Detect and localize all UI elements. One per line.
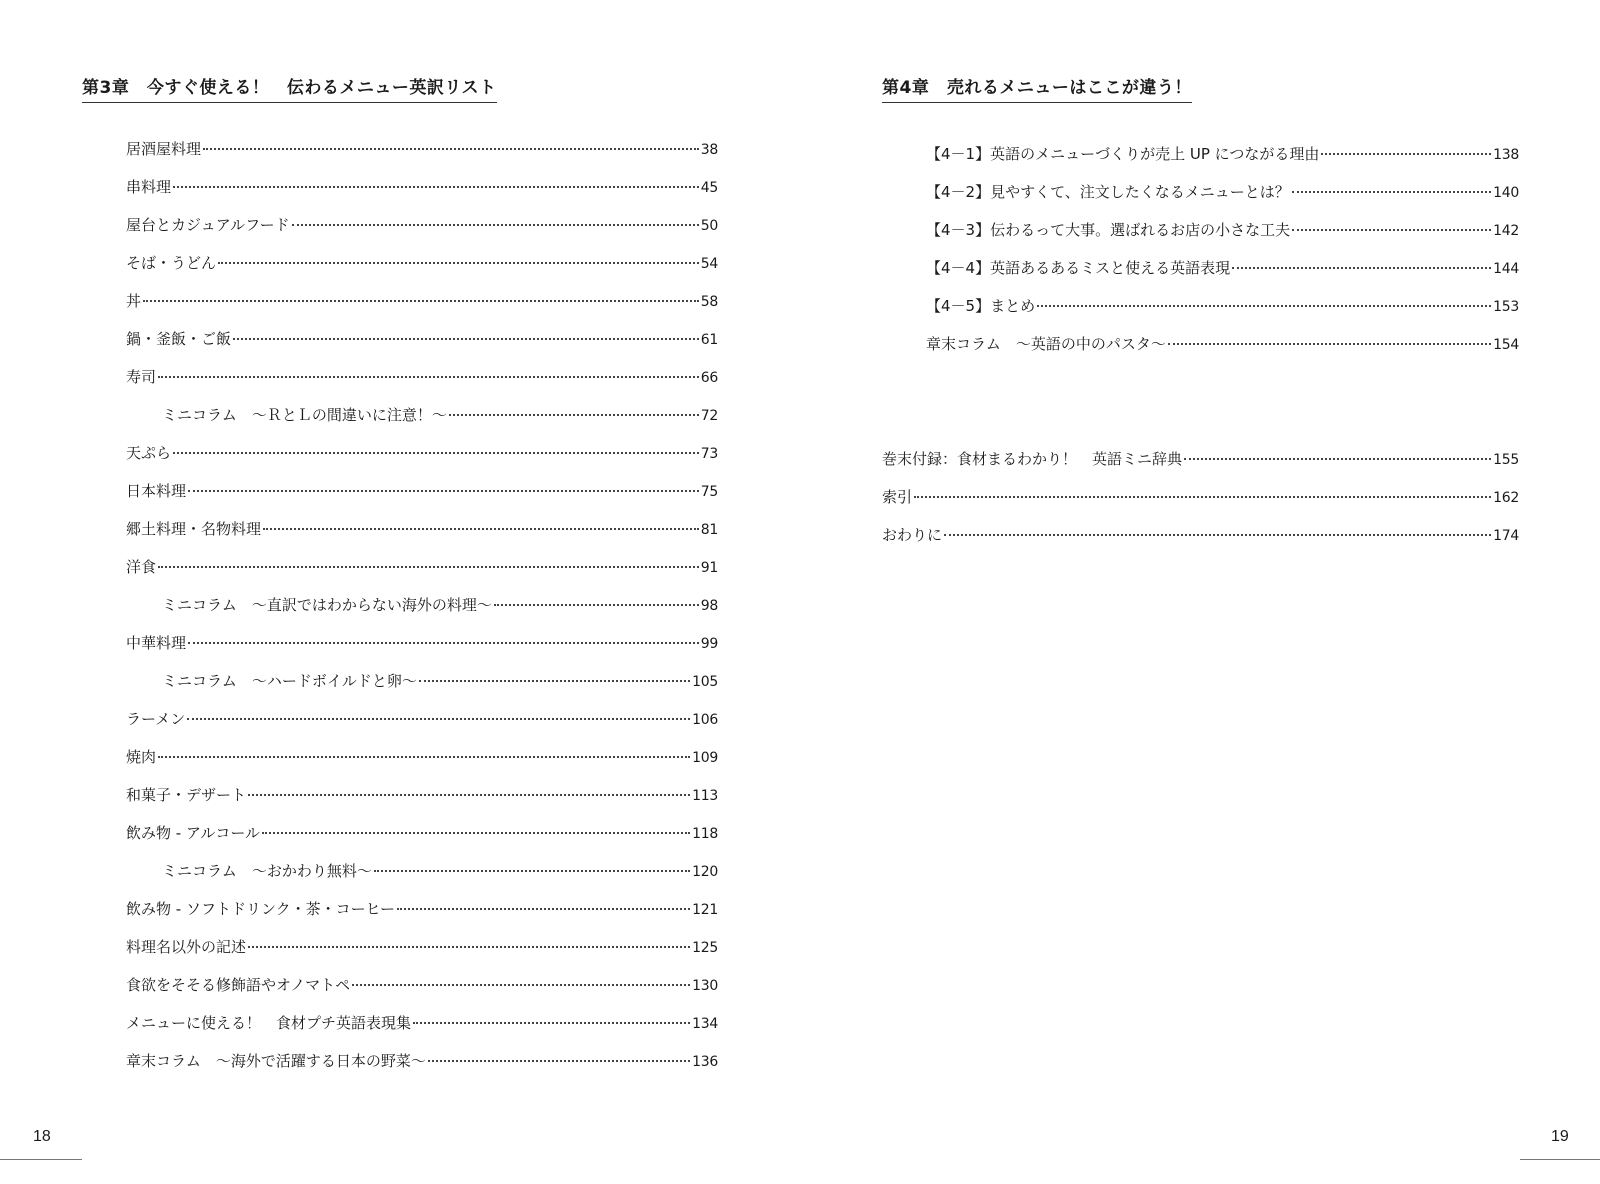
toc-entry-title: おわりに (882, 526, 943, 544)
dot-leader (494, 604, 699, 606)
toc-entry-title: ミニコラム ～ＲとＬの間違いに注意！～ (162, 406, 447, 424)
toc-entry-page: 81 (700, 522, 718, 538)
right-footer-rule (1520, 1159, 1600, 1160)
dot-leader (233, 338, 699, 340)
toc-entry-title: ラーメン (126, 710, 186, 728)
toc-entry (126, 442, 718, 480)
dot-leader (914, 496, 1491, 498)
toc-entry (126, 708, 718, 746)
dot-leader (1232, 267, 1491, 269)
toc-entry (126, 214, 718, 252)
toc-entry-page: 113 (692, 788, 718, 804)
toc-entry-title: 料理名以外の記述 (126, 938, 247, 956)
dot-leader (158, 376, 699, 378)
toc-entry-page: 50 (700, 218, 718, 234)
toc-entry (926, 257, 1519, 295)
toc-entry-title: 索引 (882, 488, 913, 506)
toc-entry-title: ミニコラム ～おかわり無料～ (162, 862, 372, 880)
toc-entry (126, 252, 718, 290)
dot-leader (449, 414, 699, 416)
dot-leader (248, 946, 690, 948)
toc-entry-title: 巻末付録：食材まるわかり！ 英語ミニ辞典 (882, 450, 1183, 468)
dot-leader (1168, 343, 1491, 345)
toc-entry-title: メニューに使える！ 食材プチ英語表現集 (126, 1014, 412, 1032)
toc-entry-title: 串料理 (126, 178, 172, 196)
dot-leader (158, 756, 690, 758)
right-page-number: 19 (1551, 1128, 1569, 1145)
chapter-3-heading: 第3章 今すぐ使える！ 伝わるメニュー英訳リスト (82, 73, 497, 103)
toc-entry-title: 【4－3】伝わるって大事。選ばれるお店の小さな工夫 (926, 221, 1291, 239)
toc-entry (882, 486, 1519, 524)
toc-entry-title: 寿司 (126, 368, 157, 386)
toc-entry-page: 99 (700, 636, 718, 652)
toc-entry-page: 120 (692, 864, 718, 880)
dot-leader (248, 794, 690, 796)
dot-leader (944, 534, 1491, 536)
toc-entry (126, 898, 718, 936)
toc-entry-page: 105 (692, 674, 718, 690)
toc-entry-title: 【4－2】見やすくて、注文したくなるメニューとは？ (926, 183, 1290, 201)
dot-leader (173, 186, 699, 188)
toc-entry (126, 328, 718, 366)
toc-entry-page: 142 (1493, 223, 1519, 239)
dot-leader (1321, 153, 1491, 155)
toc-entry (126, 404, 718, 442)
toc-entry-page: 54 (700, 256, 718, 272)
toc-entry-title: 飲み物 - ソフトドリンク・茶・コーヒー (126, 900, 396, 918)
toc-entry (926, 333, 1519, 371)
toc-entry (126, 1050, 718, 1088)
dot-leader (428, 1060, 690, 1062)
toc-entry-page: 66 (700, 370, 718, 386)
toc-entry (126, 632, 718, 670)
dot-leader (1037, 305, 1491, 307)
toc-entry-page: 162 (1493, 490, 1519, 506)
dot-leader (187, 718, 690, 720)
dot-leader (1292, 229, 1491, 231)
toc-entry-page: 136 (692, 1054, 718, 1070)
toc-entry (926, 295, 1519, 333)
toc-entry-title: 郷土料理・名物料理 (126, 520, 262, 538)
back-matter-toc-list (882, 448, 1519, 562)
dot-leader (203, 148, 699, 150)
toc-entry (126, 746, 718, 784)
toc-entry-title: 洋食 (126, 558, 157, 576)
dot-leader (173, 452, 699, 454)
dot-leader (1292, 191, 1491, 193)
toc-entry-page: 153 (1493, 299, 1519, 315)
toc-entry-page: 45 (700, 180, 718, 196)
chapter-3-toc-list (126, 138, 718, 1088)
toc-entry (882, 448, 1519, 486)
toc-entry-title: ミニコラム ～ハードボイルドと卵～ (162, 672, 417, 690)
toc-entry-page: 125 (692, 940, 718, 956)
toc-entry-title: 【4－5】まとめ (926, 297, 1036, 315)
dot-leader (397, 908, 690, 910)
toc-entry-page: 73 (700, 446, 718, 462)
toc-entry (126, 480, 718, 518)
toc-entry (126, 290, 718, 328)
dot-leader (188, 490, 699, 492)
toc-entry-page: 38 (700, 142, 718, 158)
toc-entry-page: 138 (1493, 147, 1519, 163)
toc-entry-page: 106 (692, 712, 718, 728)
dot-leader (143, 300, 699, 302)
toc-entry (126, 936, 718, 974)
dot-leader (374, 870, 690, 872)
toc-entry-title: ミニコラム ～直訳ではわからない海外の料理～ (162, 596, 492, 614)
toc-entry-title: 天ぷら (126, 444, 172, 462)
toc-entry (126, 556, 718, 594)
toc-entry (126, 784, 718, 822)
toc-entry-page: 109 (692, 750, 718, 766)
toc-entry-title: 居酒屋料理 (126, 140, 202, 158)
chapter-4-toc-list (926, 143, 1519, 371)
toc-entry-page: 61 (700, 332, 718, 348)
dot-leader (188, 642, 699, 644)
toc-entry-page: 91 (700, 560, 718, 576)
toc-entry (126, 138, 718, 176)
toc-entry (126, 822, 718, 860)
toc-entry (882, 524, 1519, 562)
dot-leader (419, 680, 690, 682)
toc-entry-page: 174 (1493, 528, 1519, 544)
toc-entry (126, 1012, 718, 1050)
toc-entry-title: 章末コラム ～英語の中のパスタ～ (926, 335, 1166, 353)
toc-entry-title: 焼肉 (126, 748, 157, 766)
toc-entry-page: 118 (692, 826, 718, 842)
toc-entry (926, 143, 1519, 181)
dot-leader (158, 566, 699, 568)
toc-entry (926, 181, 1519, 219)
toc-entry-page: 134 (692, 1016, 718, 1032)
dot-leader (218, 262, 699, 264)
toc-entry-title: そば・うどん (126, 254, 217, 272)
dot-leader (352, 984, 690, 986)
toc-entry (126, 176, 718, 214)
toc-entry-page: 58 (700, 294, 718, 310)
toc-entry (126, 670, 718, 708)
toc-entry (126, 974, 718, 1012)
dot-leader (1184, 458, 1491, 460)
toc-entry-title: 日本料理 (126, 482, 187, 500)
toc-entry-title: 屋台とカジュアルフード (126, 216, 290, 234)
toc-entry-title: 中華料理 (126, 634, 187, 652)
dot-leader (263, 528, 699, 530)
toc-entry (126, 860, 718, 898)
toc-entry-title: 【4－4】英語あるあるミスと使える英語表現 (926, 259, 1231, 277)
dot-leader (292, 224, 699, 226)
dot-leader (262, 832, 690, 834)
toc-entry-title: 鍋・釜飯・ご飯 (126, 330, 232, 348)
chapter-4-heading: 第4章 売れるメニューはここが違う！ (882, 73, 1192, 103)
toc-entry-title: 飲み物 - アルコール (126, 824, 261, 842)
toc-entry-page: 121 (692, 902, 718, 918)
toc-entry-title: 和菓子・デザート (126, 786, 247, 804)
dot-leader (413, 1022, 690, 1024)
toc-entry-page: 155 (1493, 452, 1519, 468)
toc-entry-title: 章末コラム ～海外で活躍する日本の野菜～ (126, 1052, 426, 1070)
toc-entry-title: 丼 (126, 292, 142, 310)
toc-entry (126, 594, 718, 632)
toc-entry-title: 【4－1】英語のメニューづくりが売上 UP につながる理由 (926, 145, 1320, 163)
toc-entry (126, 518, 718, 556)
toc-entry-title: 食欲をそそる修飾語やオノマトペ (126, 976, 351, 994)
toc-entry (126, 366, 718, 404)
toc-entry-page: 98 (700, 598, 718, 614)
left-page-number: 18 (33, 1128, 51, 1145)
toc-entry-page: 154 (1493, 337, 1519, 353)
toc-entry-page: 75 (700, 484, 718, 500)
toc-entry-page: 144 (1493, 261, 1519, 277)
left-footer-rule (0, 1159, 82, 1160)
toc-entry-page: 140 (1493, 185, 1519, 201)
toc-entry-page: 72 (700, 408, 718, 424)
toc-entry-page: 130 (692, 978, 718, 994)
toc-entry (926, 219, 1519, 257)
